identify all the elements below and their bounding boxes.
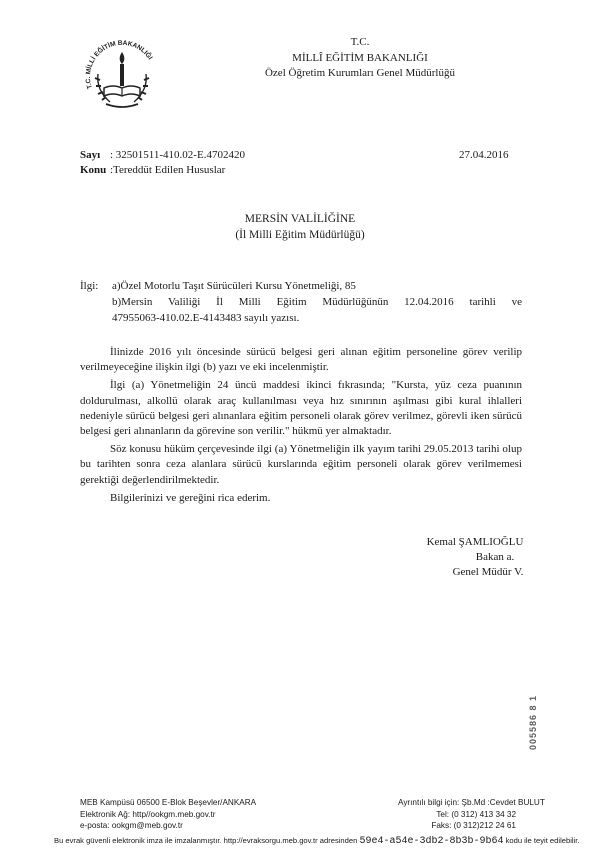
- body-paragraph-1: İlinizde 2016 yılı öncesinde sürücü belgesi geri alınan eğitim personeline görev verilip verilmeyeceğine ilişkin ilgi (b) yazı ve eki incelenmiştir.: [80, 346, 522, 374]
- footer-web[interactable]: Elektronik Ağ: http//ookgm.meb.gov.tr: [80, 809, 216, 819]
- signatory-role-1: Bakan a.: [475, 551, 515, 563]
- svg-text:T.C. MİLLİ EĞİTİM BAKANLIĞI: [85, 40, 154, 90]
- footer-tel: Tel: (0 312) 413 34 32: [436, 809, 516, 819]
- verification-code: 59e4-a54e-3db2-8b3b-9b64: [359, 836, 504, 847]
- signatory-name: Kemal ŞAMLIOĞLU: [426, 536, 524, 548]
- footer-contact: Ayrıntılı bilgi için: Şb.Md :Cevdet BULUT: [398, 798, 545, 807]
- sayi-label: Sayı: [80, 149, 101, 161]
- receipt-stamp: 005586 8 1: [528, 694, 538, 750]
- konu-value: :Tereddüt Edilen Hususlar: [110, 164, 226, 176]
- footer-right: [398, 797, 545, 832]
- body-paragraph-2: İlgi (a) Yönetmeliğin 24 üncü maddesi ikinci fıkrasında; "Kursta, yüz ceza puanının doldurulması, alkollü olarak araç kullanılması veya hız sınırının aşılması gibi kural ihlalleri nedeniyle sürücü belgesi geri alınanlara eğitim personeli olarak görev verilmez, görevli iken sürücü belgesi geri alınanların da görevine son verilir." hükmü yer almaktadır.: [80, 379, 522, 438]
- header-tc: T.C.: [350, 36, 370, 48]
- verification-text: Bu evrak güvenli elektronik imza ile imzalanmıştır. http://evraksorgu.meb.gov.tr adresinden: [54, 836, 358, 845]
- reference-b-line2: 47955063-410.02.E-4143483 sayılı yazısı.: [112, 312, 300, 324]
- sayi-value: : 32501511-410.02-E.4702420: [110, 149, 245, 161]
- body-paragraph-4: Bilgilerinizi ve gereğini rica ederim.: [110, 491, 271, 504]
- header-ministry: MİLLÎ EĞİTİM BAKANLIĞI: [292, 52, 428, 64]
- reference-b-line1: b)Mersin Valiliği İl Milli Eğitim Müdürlüğünün 12.04.2016 tarihli ve: [112, 296, 522, 308]
- recipient-title: MERSİN VALİLİĞİNE: [244, 213, 356, 225]
- body-text: [80, 345, 522, 506]
- signatory-role-2: Genel Müdür V.: [452, 566, 524, 578]
- verification-text-end: kodu ile teyit edilebilir.: [505, 836, 580, 845]
- references-label: İlgi:: [80, 280, 99, 292]
- konu-label: Konu: [80, 164, 107, 176]
- footer-fax: Faks: (0 312)212 24 61: [431, 821, 516, 830]
- header-department: Özel Öğretim Kurumları Genel Müdürlüğü: [264, 67, 455, 79]
- logo-ring-text: T.C. MİLLİ EĞİTİM BAKANLIĞI: [84, 39, 154, 90]
- footer-left: [80, 797, 256, 832]
- footer-address: MEB Kampüsü 06500 E-Blok Beşevler/ANKARA: [80, 798, 257, 807]
- body-paragraph-3: Söz konusu hüküm çerçevesinde ilgi (a) Yönetmeliğin ilk yayım tarihi 29.05.2013 tarihi olup bu tarihten sonra ceza alanlara sürücü kurslarında eğitim personeli olarak görev verilmemesi gerektiği değerlendirilmektedir.: [80, 443, 522, 486]
- recipient-subtitle: (İl Milli Eğitim Müdürlüğü): [235, 229, 365, 241]
- verification-bar: [0, 836, 600, 848]
- document-date: 27.04.2016: [459, 149, 509, 161]
- footer-email[interactable]: e-posta: ookgm@meb.gov.tr: [80, 821, 183, 830]
- reference-a: a)Özel Motorlu Taşıt Sürücüleri Kursu Yönetmeliği, 85: [112, 280, 356, 292]
